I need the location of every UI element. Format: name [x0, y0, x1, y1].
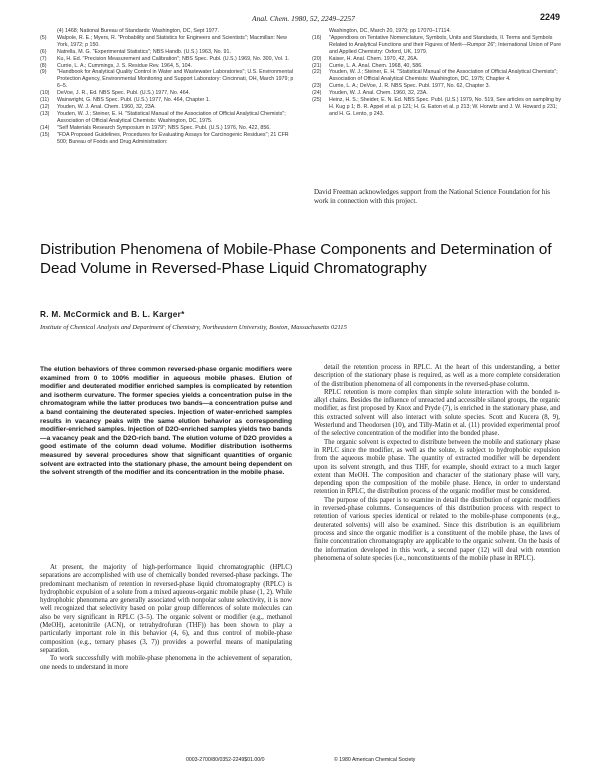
reference-number: (20) [312, 55, 322, 62]
reference-text: Currie, L. A. Anal. Chem. 1968, 40, 586. [329, 62, 423, 69]
reference-text: "Self Materials Research Symposium in 1979"; NBS Spec. Publ. (U.S.) 1976, No. 422, 856. [57, 124, 271, 131]
reference-text: "Appendixes on Tentative Nomenclature, Symbols, Units and Standards, II. Terms and Symbols Related to Analytical Functions and their Figures of Merit—Rumpor 26"; International Union of Pure and Applied Chemistry: Oxford, UK, 1979. [329, 34, 562, 55]
copyright: © 1980 American Chemical Society [334, 757, 416, 763]
reference-text: Youden, W. J.; Steiner, E. H. "Statistical Manual of the Association of Official Analytical Chemists"; Association of Official Analytical Chemists: Washington, DC, 1975; Chapter 4. [329, 69, 558, 83]
reference-number: (11) [40, 97, 50, 104]
reference-entry [40, 125, 298, 132]
reference-number: (21) [312, 62, 322, 69]
reference-list-right [312, 28, 562, 118]
reference-number: (15) [40, 131, 50, 138]
reference-number: (25) [312, 97, 322, 104]
reference-list-left [40, 28, 298, 145]
reference-entry [40, 63, 298, 70]
reference-number: (5) [40, 34, 47, 41]
body-paragraph: RPLC retention is more complex than simple solute interaction with the bonded n-alkyl chains. Besides the influence of unreacted and accessible silanol groups, the organic modifier, as first proposed by Knox and Pryde (7), is enriched in the stationary phase, and this extracted solvent will also interact with solute species. Scott and Kucera (8, 9), Westerlund and Theodorsen (10), and Tilly-Matin et al. (11) provided experimental proof of the selective concentration of the modifier into the bonded phase. [314, 388, 560, 438]
reference-entry [312, 56, 562, 63]
reference-entry [312, 83, 562, 90]
reference-text: Youden, W. J.; Steiner, E. H. "Statistical Manual of the Association of Official Analytical Chemists"; Association of Official Analytical Chemists: Washington, DC, 1975. [57, 110, 286, 124]
reference-text: Wainwright, G. NBS Spec. Publ. (U.S.) 1977, No. 464, Chapter 1. [57, 97, 211, 104]
body-paragraph: The purpose of this paper is to examine in detail the distribution of organic modifiers in reversed-phase columns. Consequences of this distribution process with respect to retention of various species identical or related to the mobile-phase components (e.g., deuterated solvents) will also be examined. Since this distribution is an equilibrium process and since the organic modifier is a constituent of the mobile phase, the laws of finite concentration chromatography are applicable to the organic solvent. On the basis of the information developed in this work, a second paper (12) will deal with retention phenomena of solute species (i.e., nonconstituents of the mobile phase in RPLC). [314, 496, 560, 562]
authors: R. M. McCormick and B. L. Karger* [40, 310, 185, 319]
reference-entry [40, 132, 298, 146]
reference-entry [40, 28, 298, 35]
reference-entry [40, 49, 298, 56]
reference-number: (22) [312, 69, 322, 76]
reference-entry [312, 90, 562, 97]
reference-entry [40, 69, 298, 90]
page-header [40, 14, 560, 26]
reference-text: Heinz, H. S.; Sheider, E. N. Ed. NBS Spec. Publ. (U.S.) 1979, No. 519, See articles on sampling by H. Kug p 1; B. R. Appel et al. p 121; H. G. Eaton et al. p 213; W. Horwitz and J. W. Howard p 231; and H. G. Lento, p 243. [329, 97, 561, 117]
reference-number: (6) [40, 48, 47, 55]
reference-entry [40, 104, 298, 111]
body-column-right [314, 364, 560, 563]
reference-entry [312, 69, 562, 83]
reference-text: Natrella, M. G. "Experimental Statistics"; NBS Handb. (U.S.) 1963, No. 91. [57, 48, 231, 55]
reference-entry [40, 111, 298, 125]
reference-text: Ku, H. Ed. "Precision Measurement and Calibration"; NBS Spec. Publ. (U.S.) 1969, No. 300, Vol. 1. [57, 55, 290, 62]
reference-text: Washington, DC, March 20, 1979; pp 17070–17114. [329, 28, 451, 34]
reference-entry [312, 63, 562, 70]
reference-entry [40, 35, 298, 49]
reference-text: (4) 1468; National Bureau of Standards: Washington, DC, Sept 1977. [57, 28, 220, 34]
reference-entry [312, 35, 562, 56]
affiliation: Institute of Chemical Analysis and Department of Chemistry, Northeastern University, Boston, Massachusetts 02115 [40, 324, 347, 331]
body-paragraph: The organic solvent is expected to distribute between the mobile and stationary phase in RPLC since the modifier, as well as the solute, is subject to hydrophobic expulsion from the aqueous mobile phase. The quantity of extracted modifier will be dependent upon its solvent strength, and thus THF, for example, should extract to a much larger extent than MeOH. The composition and character of the stationary phase will vary, depending upon the composition of the mobile phase. Hence, in order to understand retention in RPLC, the distribution process of the organic modifier must be considered. [314, 438, 560, 496]
reference-number [40, 28, 57, 35]
reference-entry [312, 97, 562, 118]
reference-number: (24) [312, 90, 322, 97]
reference-number: (10) [40, 90, 50, 97]
reference-text: Kaiser, H. Anal. Chem. 1970, 42, 26A. [329, 55, 419, 62]
reference-text: Walpole, R. E.; Myers, R. "Probability and Statistics for Engineers and Scientists"; Macmillan: New York, 1972; p 150. [57, 34, 287, 48]
reference-number: (9) [40, 69, 47, 76]
reference-number: (14) [40, 124, 50, 131]
abstract: The elution behaviors of three common reversed-phase organic modifiers were examined from 0 to 100% modifier in aqueous mobile phases. Elution of modifier and deuterated modifier enriched samples is complicated by retention and isotherm curvature. The former species yields a concentration pulse in the chromatogram while the latter produces two bands—a concentration pulse and a band containing the deuterated species. Injection of water-enriched samples results in vacancy peaks with the same elution behavior as corresponding modifier-enriched samples. Injection of D2O-enriched samples yields two bands—a vacancy peak and the D2O-rich band. The elution volume of D2O provides a good estimate of the column dead volume. Modifier distribution isotherms measured by several procedures show that significant quantities of organic solvent are extracted into the stationary phase, the amount being dependent on the solvent strength of the modifier and its concentration in the mobile phase. [40, 366, 292, 477]
article-code: 0003-2700/80/0352-2249$01.00/0 [186, 757, 265, 763]
body-paragraph: At present, the majority of high-performance liquid chromatographic (HPLC) separations are accomplished with use of chemically bonded reversed-phase packings. The predominant mechanism of retention in reversed-phase liquid chromatography (RPLC) is hydrophobic expulsion of a solute from a mixed aqueous-organic mobile phase (1, 2). While hydrophobic phenomena are generally associated with nonpolar solute selectivity, it is now well recognized that selectivity based on polar group differences of solute molecules can also be very significant in RPLC (3–5). The organic solvent or modifier (e.g., methanol (MeOH), acetonitrile (ACN), or tetrahydrofuran (THF)) has been shown to play a particularly important role in this behavior (4, 6), and thus control of mobile-phase composition (e.g., ternary phases (3, 7)) provides a powerful means of manipulating separation. [40, 564, 292, 654]
reference-number: (12) [40, 103, 50, 110]
body-column-left [40, 564, 292, 672]
reference-number: (16) [312, 34, 322, 41]
reference-text: Youden, W. J. Anal. Chem. 1960, 32, 23A. [57, 103, 156, 110]
reference-text: Youden, W. J. Anal. Chem. 1960, 32, 23A. [329, 90, 428, 97]
reference-entry [40, 56, 298, 63]
body-paragraph: detail the retention process in RPLC. At the heart of this understanding, a better description of the stationary phase is required, as well as a more complete consideration of the distribution phenomena of all components in the reversed-phase column. [314, 364, 560, 388]
reference-number: (7) [40, 55, 47, 62]
reference-number: (13) [40, 110, 50, 117]
reference-text: Currie, L. A.; DeVoe, J. R. NBS Spec. Publ. 1977, No. 62, Chapter 3. [329, 83, 491, 90]
journal-citation: Anal. Chem. 1980, 52, 2249–2257 [252, 14, 355, 23]
article-title: Distribution Phenomena of Mobile-Phase Components and Determination of Dead Volume in Reversed-Phase Liquid Chromatography [40, 241, 552, 277]
reference-entry [40, 97, 298, 104]
reference-text: DeVoe, J. R., Ed. NBS Spec. Publ. (U.S.) 1977, No. 464. [57, 90, 191, 97]
acknowledgment: David Freeman acknowledges support from the National Science Foundation for his work in connection with this project. [314, 188, 550, 205]
reference-number: (8) [40, 62, 47, 69]
page-footer [0, 757, 600, 767]
page-number: 2249 [539, 12, 560, 22]
reference-entry [40, 90, 298, 97]
body-paragraph: To work successfully with mobile-phase phenomena in the achievement of separation, one needs to understand in more [40, 655, 292, 671]
reference-text: "Handbook for Analytical Quality Control in Water and Wastewater Laboratories"; U.S. Environmental Protection Agency, Environmental Monitoring and Support Laboratory: Cincinnati, OH, March 1979; p 6–5. [57, 69, 294, 90]
reference-number [312, 28, 329, 35]
reference-text: Currie, L. A.; Cummings, J. S. Residue Rev. 1964, 5, 104. [57, 62, 193, 69]
reference-text: "FDA Proposed Guidelines, Procedures for Evaluating Assays for Carcinogenic Residues"; 21 CFR 500; Bureau of Foods and Drug Administration: [57, 131, 289, 145]
reference-entry [312, 28, 562, 35]
reference-number: (23) [312, 83, 322, 90]
